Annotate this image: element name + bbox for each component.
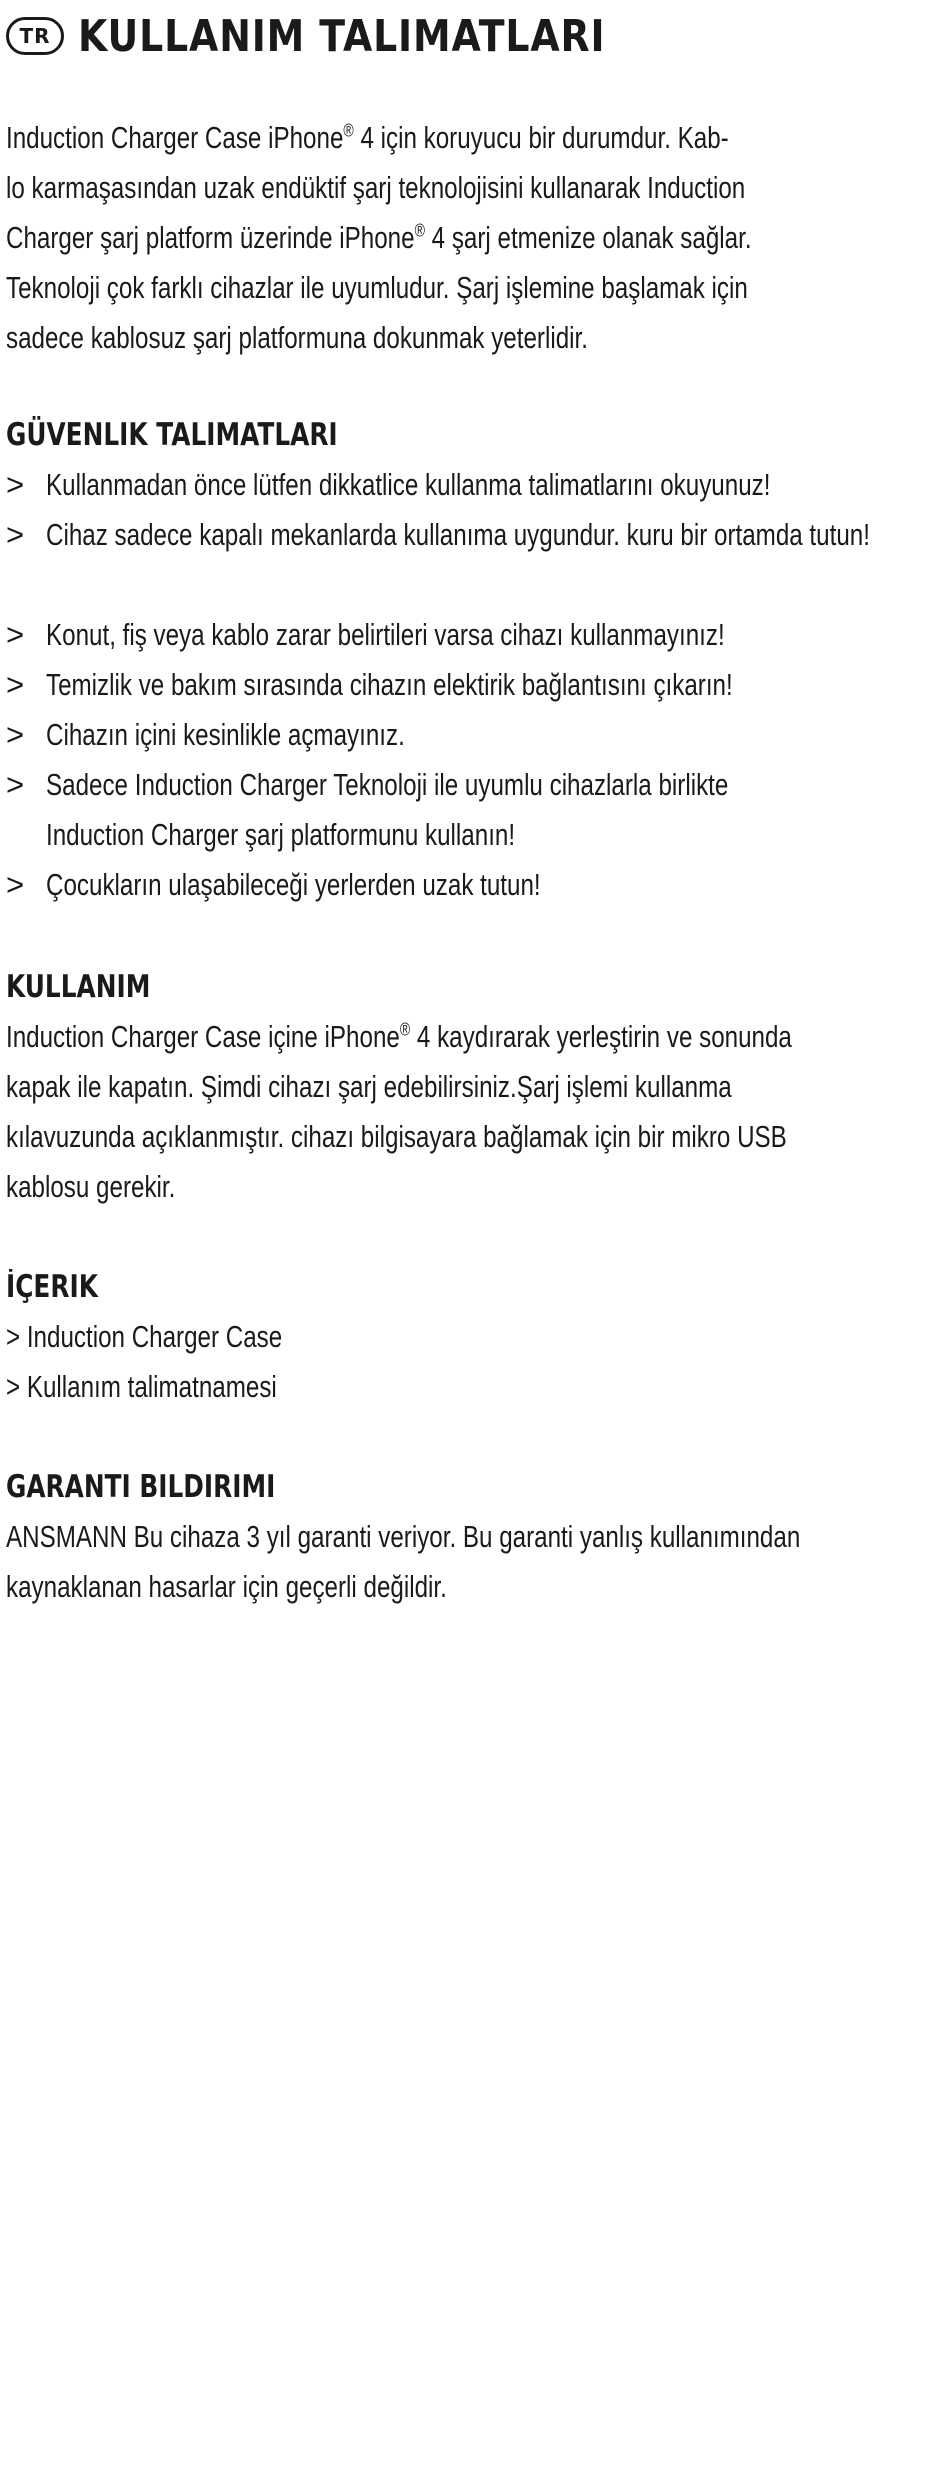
- safety-section: [6, 410, 906, 910]
- list-item: [6, 510, 906, 610]
- usage-heading: KULLANIM: [6, 969, 151, 1005]
- usage-line: kablosu gerekir.: [6, 1169, 176, 1204]
- usage-line: Induction Charger Case içine iPhone® 4 kaydırarak yerleştirin ve sonunda: [6, 1019, 792, 1054]
- page-title: KULLANIM TALIMATLARI: [78, 10, 606, 62]
- list-item-text: Konut, fiş veya kablo zarar belirtileri varsa cihazı kullanmayınız!: [46, 617, 725, 652]
- language-badge: TR: [6, 17, 64, 55]
- warranty-section: [6, 1462, 906, 1612]
- list-marker: >: [6, 867, 25, 902]
- list-marker: >: [6, 467, 25, 502]
- safety-heading: GÜVENLIK TALIMATLARI: [6, 417, 338, 453]
- usage-section: [6, 962, 906, 1212]
- intro-line: Teknoloji çok farklı cihazlar ile uyumludur. Şarj işlemine başlamak için: [6, 270, 748, 305]
- contents-section: [6, 1262, 906, 1412]
- list-item: [6, 460, 906, 510]
- usage-line: kapak ile kapatın. Şimdi cihazı şarj edebilirsiniz.Şarj işlemi kullanma: [6, 1069, 732, 1104]
- list-item-text: Temizlik ve bakım sırasında cihazın elektirik bağlantısını çıkarın!: [46, 667, 733, 702]
- contents-heading: İÇERIK: [6, 1269, 98, 1305]
- list-item: [6, 760, 906, 860]
- list-item-text: Cihaz sadece kapalı mekanlarda kullanıma uygundur. kuru bir ortamda tutun!: [46, 517, 870, 552]
- list-marker: >: [6, 667, 25, 702]
- contents-item: > Induction Charger Case: [6, 1319, 283, 1354]
- list-marker: >: [6, 767, 25, 802]
- list-marker: >: [6, 517, 25, 552]
- list-item: [6, 610, 906, 660]
- warranty-line: ANSMANN Bu cihaza 3 yıl garanti veriyor. Bu garanti yanlış kullanımından: [6, 1519, 801, 1554]
- list-item: [6, 860, 906, 910]
- contents-item: > Kullanım talimatnamesi: [6, 1369, 277, 1404]
- list-item-text: Çocukların ulaşabileceği yerlerden uzak tutun!: [46, 867, 541, 902]
- intro-line: Charger şarj platform üzerinde iPhone® 4 şarj etmenize olanak sağlar.: [6, 220, 752, 255]
- safety-list: [6, 460, 906, 910]
- list-marker: >: [6, 617, 25, 652]
- warranty-line: kaynaklanan hasarlar için geçerli değildir.: [6, 1569, 447, 1604]
- intro-line: lo karmaşasından uzak endüktif şarj teknolojisini kullanarak Induction: [6, 170, 746, 205]
- intro-line: sadece kablosuz şarj platformuna dokunmak yeterlidir.: [6, 320, 588, 355]
- intro-line: Induction Charger Case iPhone® 4 için koruyucu bir durumdur. Kab-: [6, 120, 729, 155]
- warranty-heading: GARANTI BILDIRIMI: [6, 1469, 276, 1505]
- list-marker: >: [6, 717, 25, 752]
- intro-section: [6, 113, 906, 363]
- list-item: [6, 710, 906, 760]
- list-item-text: Sadece Induction Charger Teknoloji ile uyumlu cihazlarla birlikte Induction Charger şarj platformunu kullanın!: [46, 767, 729, 852]
- list-item-text: Cihazın içini kesinlikle açmayınız.: [46, 717, 405, 752]
- list-item: [6, 660, 906, 710]
- list-item-text: Kullanmadan önce lütfen dikkatlice kullanma talimatlarını okuyunuz!: [46, 467, 771, 502]
- title-row: [6, 6, 691, 66]
- usage-line: kılavuzunda açıklanmıştır. cihazı bilgisayara bağlamak için bir mikro USB: [6, 1119, 787, 1154]
